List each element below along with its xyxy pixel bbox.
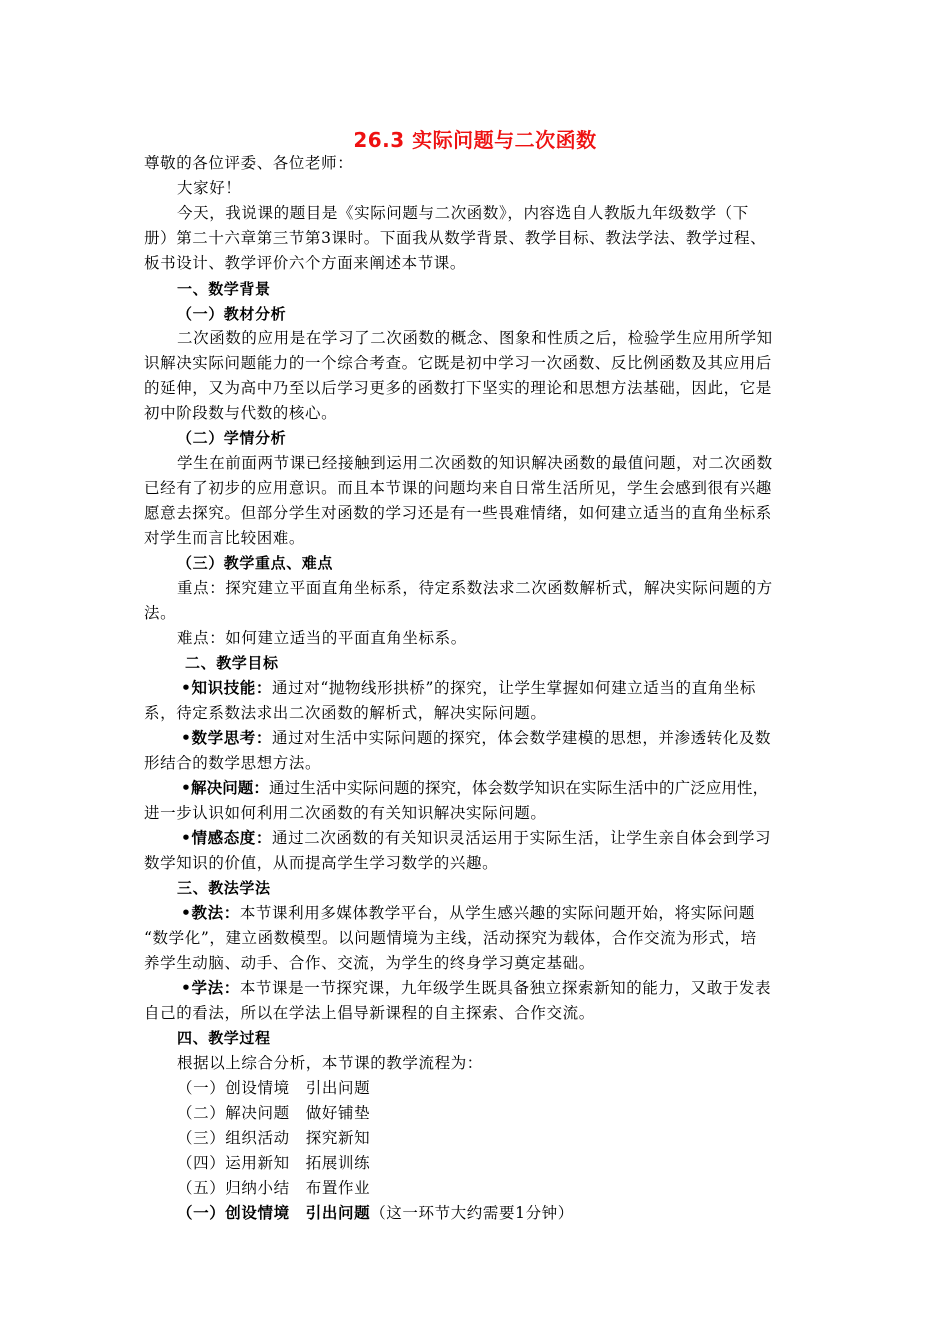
bullet-text: 通过生活中实际问题的探究，体会数学知识在实际生活中的广泛应用性， <box>269 779 769 797</box>
paragraph-line: 初中阶段数与代数的核心。 <box>144 404 338 422</box>
step-heading <box>177 1203 867 1223</box>
greeting: 大家好！ <box>177 179 242 197</box>
bullet-text: 通过对生活中实际问题的探究，体会数学建模的思想，并渗透转化及数 <box>272 729 772 747</box>
subsection-heading: （三）教学重点、难点 <box>177 554 334 572</box>
paragraph-line: 进一步认识如何利用二次函数的有关知识解决实际问题。 <box>144 804 547 822</box>
paragraph-line: 数学知识的价值，从而提高学生学习数学的兴趣。 <box>144 854 499 872</box>
bullet-label: •数学思考： <box>181 729 273 747</box>
paragraph-line: 对学生而言比较困难。 <box>144 529 306 547</box>
paragraph-line: 难点：如何建立适当的平面直角坐标系。 <box>177 629 467 647</box>
flow-step: （四）运用新知 拓展训练 <box>177 1154 371 1172</box>
bullet-label: •解决问题： <box>181 779 270 797</box>
bullet-item <box>181 678 871 698</box>
paragraph-line: 愿意去探究。但部分学生对函数的学习还是有一些畏难情绪，如何建立适当的直角坐标系 <box>144 504 772 522</box>
bullet-label: •情感态度： <box>181 829 273 847</box>
paragraph-line: 今天，我说课的题目是《实际问题与二次函数》，内容选自人教版九年级数学（下 <box>177 204 749 222</box>
section-heading: 三、教法学法 <box>177 879 271 897</box>
step-heading-note: （这一环节大约需要1分钟） <box>370 1204 574 1222</box>
bullet-text: 本节课利用多媒体教学平台，从学生感兴趣的实际问题开始，将实际问题 <box>239 904 756 922</box>
paragraph-line: 根据以上综合分析，本节课的教学流程为： <box>177 1054 483 1072</box>
bullet-item <box>181 778 871 798</box>
paragraph-line: 养学生动脑、动手、合作、交流，为学生的终身学习奠定基础。 <box>144 954 595 972</box>
bullet-label: •教法： <box>181 904 240 922</box>
paragraph-line: “数学化”，建立函数模型。以问题情境为主线，活动探究为载体，合作交流为形式，培 <box>144 929 757 947</box>
flow-step: （一）创设情境 引出问题 <box>177 1079 371 1097</box>
paragraph-line: 二次函数的应用是在学习了二次函数的概念、图象和性质之后，检验学生应用所学知 <box>177 329 773 347</box>
paragraph-line: 系，待定系数法求出二次函数的解析式，解决实际问题。 <box>144 704 547 722</box>
step-heading-label: （一）创设情境 引出问题 <box>177 1204 371 1222</box>
paragraph-line: 板书设计、教学评价六个方面来阐述本节课。 <box>144 254 467 272</box>
page-title: 26.3 实际问题与二次函数 <box>353 128 597 152</box>
bullet-item <box>181 828 871 848</box>
paragraph-line: 的延伸，又为高中乃至以后学习更多的函数打下坚实的理论和思想方法基础，因此，它是 <box>144 379 772 397</box>
flow-step: （三）组织活动 探究新知 <box>177 1129 371 1147</box>
paragraph-line: 已经有了初步的应用意识。而且本节课的问题均来自日常生活所见，学生会感到很有兴趣 <box>144 479 772 497</box>
paragraph-line: 形结合的数学思想方法。 <box>144 754 322 772</box>
bullet-label: •知识技能： <box>181 679 273 697</box>
subsection-heading: （一）教材分析 <box>177 305 287 323</box>
section-heading: 一、数学背景 <box>177 280 271 298</box>
bullet-text: 通过对“抛物线形拱桥”的探究，让学生掌握如何建立适当的直角坐标 <box>272 679 756 697</box>
subsection-heading: （二）学情分析 <box>177 429 287 447</box>
section-heading: 四、教学过程 <box>177 1029 271 1047</box>
paragraph-line: 识解决实际问题能力的一个综合考查。它既是初中学习一次函数、反比例函数及其应用后 <box>144 354 772 372</box>
bullet-item <box>181 978 871 998</box>
flow-step: （五）归纳小结 布置作业 <box>177 1179 371 1197</box>
paragraph-line: 册）第二十六章第三节第3课时。下面我从数学背景、教学目标、教法学法、教学过程、 <box>144 229 767 247</box>
bullet-item <box>181 903 871 923</box>
bullet-text: 本节课是一节探究课，九年级学生既具备独立探索新知的能力，又敢于发表 <box>239 979 772 997</box>
paragraph-line: 重点：探究建立平面直角坐标系，待定系数法求二次函数解析式，解决实际问题的方 <box>177 579 773 597</box>
bullet-text: 通过二次函数的有关知识灵活运用于实际生活，让学生亲自体会到学习 <box>272 829 772 847</box>
section-heading: 二、教学目标 <box>185 654 279 672</box>
bullet-item <box>181 728 871 748</box>
flow-step: （二）解决问题 做好铺垫 <box>177 1104 371 1122</box>
bullet-label: •学法： <box>181 979 240 997</box>
paragraph-line: 法。 <box>144 604 177 622</box>
salutation: 尊敬的各位评委、各位老师： <box>144 154 354 172</box>
paragraph-line: 学生在前面两节课已经接触到运用二次函数的知识解决函数的最值问题，对二次函数 <box>177 454 773 472</box>
paragraph-line: 自己的看法，所以在学法上倡导新课程的自主探索、合作交流。 <box>144 1004 595 1022</box>
